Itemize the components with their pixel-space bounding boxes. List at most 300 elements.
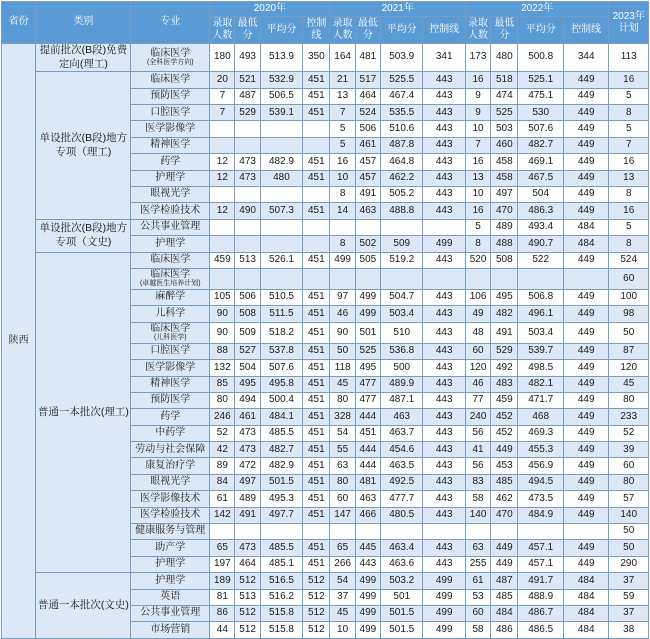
major-cell xyxy=(131,573,210,589)
value-cell: 451 xyxy=(303,289,330,305)
value-cell: 499 xyxy=(355,573,380,589)
value-cell: 466 xyxy=(355,507,380,523)
value-cell: 77 xyxy=(465,392,490,408)
major-name: 医学检验技术 xyxy=(140,509,201,521)
value-cell: 526.1 xyxy=(260,252,302,268)
value-cell: 45 xyxy=(609,376,649,392)
value-cell xyxy=(260,524,302,540)
value-cell: 499 xyxy=(355,606,380,622)
major-cell xyxy=(131,306,210,322)
value-cell: 499 xyxy=(355,589,380,605)
value-cell: 451 xyxy=(303,170,330,186)
value-cell: 504 xyxy=(235,360,260,376)
subheader-2021-0: 录取人数 xyxy=(330,17,355,44)
major-name: 公共事业管理 xyxy=(140,221,201,233)
major-name: 眼视光学 xyxy=(150,476,191,488)
subheader-2020-2: 平均分 xyxy=(260,17,302,44)
value-cell: 486 xyxy=(491,622,518,638)
major-cell xyxy=(131,343,210,359)
major-name: 预防医学 xyxy=(150,90,191,102)
value-cell: 499 xyxy=(355,306,380,322)
value-cell: 451 xyxy=(355,425,380,441)
value-cell: 449 xyxy=(563,540,608,556)
table-row xyxy=(2,252,649,268)
major-cell xyxy=(131,606,210,622)
value-cell: 44 xyxy=(210,622,235,638)
value-cell: 54 xyxy=(330,573,355,589)
table-row xyxy=(2,573,649,589)
value-cell: 443 xyxy=(423,72,465,88)
value-cell xyxy=(260,268,302,289)
value-cell xyxy=(303,187,330,203)
value-cell: 10 xyxy=(465,187,490,203)
subheader-2022-2: 平均分 xyxy=(518,17,563,44)
major-cell xyxy=(131,376,210,392)
value-cell: 473 xyxy=(235,170,260,186)
value-cell: 487 xyxy=(235,88,260,104)
value-cell: 500.8 xyxy=(518,44,563,72)
major-name: 康复治疗学 xyxy=(145,459,196,471)
value-cell: 462.2 xyxy=(381,170,423,186)
value-cell: 491 xyxy=(355,187,380,203)
value-cell: 13 xyxy=(609,170,649,186)
value-cell: 503 xyxy=(491,121,518,137)
value-cell: 120 xyxy=(609,360,649,376)
value-cell: 443 xyxy=(423,105,465,121)
value-cell: 501.5 xyxy=(260,474,302,490)
value-cell: 39 xyxy=(609,442,649,458)
value-cell: 495 xyxy=(235,376,260,392)
value-cell: 462 xyxy=(491,491,518,507)
value-cell: 5 xyxy=(609,121,649,137)
value-cell: 142 xyxy=(210,507,235,523)
value-cell: 449 xyxy=(563,137,608,153)
value-cell: 475.1 xyxy=(518,88,563,104)
value-cell xyxy=(260,187,302,203)
value-cell xyxy=(518,268,563,289)
value-cell: 37 xyxy=(609,573,649,589)
category-cell: 单设批次(B段)地方专项（文史) xyxy=(36,219,131,252)
major-name: 护理学 xyxy=(155,558,186,570)
value-cell: 449 xyxy=(563,289,608,305)
value-cell: 468 xyxy=(518,409,563,425)
value-cell xyxy=(518,524,563,540)
value-cell xyxy=(210,268,235,289)
value-cell: 455.3 xyxy=(518,442,563,458)
value-cell: 50 xyxy=(609,540,649,556)
major-cell xyxy=(131,203,210,219)
value-cell: 63 xyxy=(465,540,490,556)
value-cell: 484 xyxy=(563,606,608,622)
major-cell xyxy=(131,137,210,153)
value-cell: 499 xyxy=(423,622,465,638)
major-name: 临床医学 xyxy=(150,254,191,266)
value-cell xyxy=(381,268,423,289)
value-cell: 512 xyxy=(303,606,330,622)
value-cell: 451 xyxy=(303,442,330,458)
value-cell: 45 xyxy=(330,376,355,392)
value-cell: 452 xyxy=(491,425,518,441)
value-cell xyxy=(235,268,260,289)
value-cell: 451 xyxy=(303,556,330,572)
value-cell: 451 xyxy=(303,322,330,343)
value-cell: 12 xyxy=(210,170,235,186)
value-cell: 458 xyxy=(491,170,518,186)
value-cell: 521 xyxy=(235,72,260,88)
value-cell: 266 xyxy=(330,556,355,572)
value-cell: 512 xyxy=(235,573,260,589)
value-cell xyxy=(210,137,235,153)
value-cell: 20 xyxy=(210,72,235,88)
value-cell: 350 xyxy=(303,44,330,72)
major-name: 麻醉学 xyxy=(155,291,186,303)
major-name: 劳动与社会保障 xyxy=(135,443,206,455)
value-cell xyxy=(465,524,490,540)
value-cell: 344 xyxy=(563,44,608,72)
value-cell: 449 xyxy=(563,343,608,359)
value-cell: 463.6 xyxy=(381,556,423,572)
value-cell: 482 xyxy=(491,306,518,322)
value-cell: 539.7 xyxy=(518,343,563,359)
value-cell: 41 xyxy=(465,442,490,458)
value-cell: 449 xyxy=(563,88,608,104)
value-cell: 477.7 xyxy=(381,491,423,507)
major-cell xyxy=(131,392,210,408)
value-cell: 443 xyxy=(423,556,465,572)
value-cell xyxy=(330,219,355,235)
major-cell xyxy=(131,88,210,104)
value-cell: 495 xyxy=(491,289,518,305)
major-name: 医学影像学 xyxy=(145,122,196,134)
value-cell: 10 xyxy=(330,622,355,638)
value-cell: 140 xyxy=(465,507,490,523)
value-cell: 7 xyxy=(465,137,490,153)
value-cell: 5 xyxy=(330,137,355,153)
value-cell: 513 xyxy=(235,252,260,268)
value-cell: 37 xyxy=(330,589,355,605)
major-cell xyxy=(131,360,210,376)
value-cell: 451 xyxy=(303,474,330,490)
value-cell: 449 xyxy=(563,252,608,268)
value-cell: 50 xyxy=(330,343,355,359)
value-cell: 451 xyxy=(303,507,330,523)
value-cell: 473 xyxy=(235,154,260,170)
value-cell: 451 xyxy=(303,306,330,322)
value-cell: 451 xyxy=(303,154,330,170)
value-cell: 525.5 xyxy=(381,72,423,88)
value-cell: 443 xyxy=(423,154,465,170)
value-cell: 100 xyxy=(609,289,649,305)
subheader-2021-2: 平均分 xyxy=(381,17,423,44)
value-cell: 484.1 xyxy=(260,409,302,425)
value-cell: 451 xyxy=(303,540,330,556)
header-major: 专业 xyxy=(131,2,210,44)
value-cell: 233 xyxy=(609,409,649,425)
value-cell: 451 xyxy=(303,72,330,88)
value-cell: 471.7 xyxy=(518,392,563,408)
value-cell: 449 xyxy=(563,170,608,186)
value-cell: 457 xyxy=(355,170,380,186)
value-cell: 443 xyxy=(423,170,465,186)
value-cell xyxy=(303,524,330,540)
value-cell: 449 xyxy=(563,322,608,343)
value-cell: 515.8 xyxy=(260,606,302,622)
value-cell xyxy=(303,236,330,252)
value-cell xyxy=(210,219,235,235)
value-cell: 484 xyxy=(563,219,608,235)
value-cell: 5 xyxy=(609,88,649,104)
value-cell: 451 xyxy=(303,105,330,121)
value-cell: 449 xyxy=(563,442,608,458)
value-cell xyxy=(210,524,235,540)
subheader-2022-3: 控制线 xyxy=(563,17,608,44)
value-cell xyxy=(235,524,260,540)
major-name: 医学检验技术 xyxy=(140,204,201,216)
major-cell xyxy=(131,425,210,441)
value-cell xyxy=(210,121,235,137)
value-cell: 173 xyxy=(465,44,490,72)
value-cell: 13 xyxy=(330,88,355,104)
major-cell xyxy=(131,236,210,252)
value-cell: 469.3 xyxy=(518,425,563,441)
value-cell: 56 xyxy=(465,458,490,474)
subheader-2022-0: 录取人数 xyxy=(465,17,490,44)
value-cell: 529 xyxy=(491,343,518,359)
value-cell: 497.7 xyxy=(260,507,302,523)
value-cell: 489.9 xyxy=(381,376,423,392)
header-plan-2023: 2023年计划 xyxy=(609,2,649,44)
value-cell: 55 xyxy=(330,442,355,458)
value-cell: 516.5 xyxy=(260,573,302,589)
value-cell: 443 xyxy=(423,289,465,305)
value-cell: 524 xyxy=(355,105,380,121)
major-name: 护理学 xyxy=(155,574,186,586)
value-cell: 485.1 xyxy=(260,556,302,572)
major-name: 精神医学 xyxy=(150,139,191,151)
value-cell: 451 xyxy=(303,343,330,359)
value-cell: 467.5 xyxy=(518,170,563,186)
value-cell: 451 xyxy=(303,392,330,408)
admission-table xyxy=(1,1,649,639)
value-cell: 519.2 xyxy=(381,252,423,268)
major-cell xyxy=(131,589,210,605)
value-cell: 57 xyxy=(609,491,649,507)
major-cell xyxy=(131,322,210,343)
value-cell: 443 xyxy=(423,376,465,392)
value-cell: 477 xyxy=(355,392,380,408)
value-cell xyxy=(260,236,302,252)
value-cell: 80 xyxy=(330,392,355,408)
value-cell: 65 xyxy=(330,540,355,556)
table-row xyxy=(2,44,649,72)
value-cell xyxy=(303,219,330,235)
value-cell: 485.5 xyxy=(260,540,302,556)
value-cell: 512 xyxy=(303,622,330,638)
value-cell: 467.4 xyxy=(381,88,423,104)
value-cell: 482.9 xyxy=(260,458,302,474)
value-cell: 341 xyxy=(423,44,465,72)
value-cell: 495.3 xyxy=(260,491,302,507)
value-cell: 449 xyxy=(563,507,608,523)
value-cell: 515.8 xyxy=(260,622,302,638)
value-cell: 84 xyxy=(210,474,235,490)
major-note: (儿科医学) xyxy=(153,334,187,342)
value-cell: 451 xyxy=(303,491,330,507)
value-cell: 164 xyxy=(330,44,355,72)
major-cell xyxy=(131,409,210,425)
value-cell: 449 xyxy=(563,458,608,474)
value-cell: 463 xyxy=(355,203,380,219)
value-cell: 461 xyxy=(235,409,260,425)
major-cell xyxy=(131,187,210,203)
value-cell: 58 xyxy=(465,491,490,507)
value-cell: 506 xyxy=(355,121,380,137)
major-cell xyxy=(131,72,210,88)
major-name: 健康服务与管理 xyxy=(135,525,206,537)
value-cell: 488.8 xyxy=(381,203,423,219)
value-cell: 473.5 xyxy=(518,491,563,507)
value-cell: 491.7 xyxy=(518,573,563,589)
value-cell: 97 xyxy=(330,289,355,305)
value-cell: 482.7 xyxy=(260,442,302,458)
value-cell: 484 xyxy=(491,606,518,622)
value-cell: 10 xyxy=(465,121,490,137)
subheader-2020-1: 最低分 xyxy=(235,17,260,44)
value-cell: 487 xyxy=(491,573,518,589)
value-cell: 60 xyxy=(465,606,490,622)
value-cell: 539.1 xyxy=(260,105,302,121)
value-cell: 113 xyxy=(609,44,649,72)
value-cell xyxy=(491,524,518,540)
value-cell: 499 xyxy=(355,622,380,638)
value-cell: 500 xyxy=(381,360,423,376)
value-cell: 61 xyxy=(465,573,490,589)
value-cell: 480.5 xyxy=(381,507,423,523)
value-cell: 445 xyxy=(355,540,380,556)
value-cell xyxy=(491,268,518,289)
value-cell: 487.1 xyxy=(381,392,423,408)
value-cell: 487.8 xyxy=(381,137,423,153)
value-cell: 516.2 xyxy=(260,589,302,605)
value-cell: 16 xyxy=(465,154,490,170)
major-cell xyxy=(131,121,210,137)
value-cell: 255 xyxy=(465,556,490,572)
major-name: 临床医学 xyxy=(150,73,191,85)
major-name: 口腔医学 xyxy=(150,345,191,357)
value-cell: 443 xyxy=(423,137,465,153)
value-cell xyxy=(303,268,330,289)
major-cell xyxy=(131,622,210,638)
value-cell: 16 xyxy=(330,154,355,170)
value-cell: 493.4 xyxy=(518,219,563,235)
value-cell: 518.2 xyxy=(260,322,302,343)
subheader-2022-1: 最低分 xyxy=(491,17,518,44)
value-cell: 443 xyxy=(423,121,465,137)
value-cell: 449 xyxy=(563,376,608,392)
subheader-2020-3: 控制线 xyxy=(303,17,330,44)
value-cell xyxy=(355,268,380,289)
value-cell xyxy=(210,187,235,203)
value-cell: 86 xyxy=(210,606,235,622)
value-cell: 505.2 xyxy=(381,187,423,203)
subheader-2020-0: 录取人数 xyxy=(210,17,235,44)
value-cell: 53 xyxy=(465,589,490,605)
value-cell: 90 xyxy=(210,306,235,322)
value-cell: 494.5 xyxy=(518,474,563,490)
major-cell xyxy=(131,170,210,186)
major-name: 药学 xyxy=(160,410,181,422)
value-cell: 454.6 xyxy=(381,442,423,458)
value-cell: 451 xyxy=(303,425,330,441)
header-year-2020: 2020年 xyxy=(210,2,330,17)
value-cell: 8 xyxy=(609,236,649,252)
value-cell: 147 xyxy=(330,507,355,523)
value-cell: 52 xyxy=(210,425,235,441)
major-name: 护理学 xyxy=(155,237,186,249)
value-cell: 37 xyxy=(609,606,649,622)
value-cell: 87 xyxy=(609,343,649,359)
value-cell: 499 xyxy=(355,289,380,305)
value-cell: 449 xyxy=(563,409,608,425)
value-cell: 483 xyxy=(491,376,518,392)
value-cell: 451 xyxy=(303,376,330,392)
value-cell xyxy=(303,121,330,137)
value-cell: 510.5 xyxy=(260,289,302,305)
value-cell: 443 xyxy=(423,540,465,556)
value-cell: 503.9 xyxy=(381,44,423,72)
value-cell: 449 xyxy=(563,187,608,203)
value-cell: 536.8 xyxy=(381,343,423,359)
value-cell: 449 xyxy=(563,105,608,121)
value-cell: 85 xyxy=(210,376,235,392)
value-cell: 507.6 xyxy=(518,121,563,137)
value-cell: 444 xyxy=(355,442,380,458)
value-cell xyxy=(235,219,260,235)
table-row xyxy=(2,219,649,235)
value-cell: 451 xyxy=(303,252,330,268)
major-name: 医学影像学 xyxy=(145,361,196,373)
value-cell: 443 xyxy=(423,458,465,474)
value-cell: 456.9 xyxy=(518,458,563,474)
value-cell: 499 xyxy=(423,573,465,589)
value-cell: 52 xyxy=(609,425,649,441)
value-cell: 507.6 xyxy=(260,360,302,376)
value-cell: 492.5 xyxy=(381,474,423,490)
value-cell: 464.8 xyxy=(381,154,423,170)
value-cell: 490.7 xyxy=(518,236,563,252)
value-cell: 58 xyxy=(465,622,490,638)
value-cell: 489 xyxy=(491,219,518,235)
value-cell: 65 xyxy=(210,540,235,556)
value-cell: 513 xyxy=(235,589,260,605)
value-cell: 473 xyxy=(235,425,260,441)
value-cell: 506.5 xyxy=(260,88,302,104)
value-cell xyxy=(330,268,355,289)
value-cell: 509 xyxy=(235,322,260,343)
value-cell: 449 xyxy=(563,360,608,376)
value-cell: 444 xyxy=(355,458,380,474)
value-cell: 497 xyxy=(491,187,518,203)
value-cell: 473 xyxy=(235,540,260,556)
value-cell: 482.7 xyxy=(518,137,563,153)
value-cell xyxy=(260,121,302,137)
value-cell: 83 xyxy=(465,474,490,490)
major-name: 儿科学 xyxy=(155,307,186,319)
value-cell: 60 xyxy=(465,343,490,359)
value-cell: 530 xyxy=(518,105,563,121)
value-cell: 482.1 xyxy=(518,376,563,392)
value-cell: 9 xyxy=(465,105,490,121)
